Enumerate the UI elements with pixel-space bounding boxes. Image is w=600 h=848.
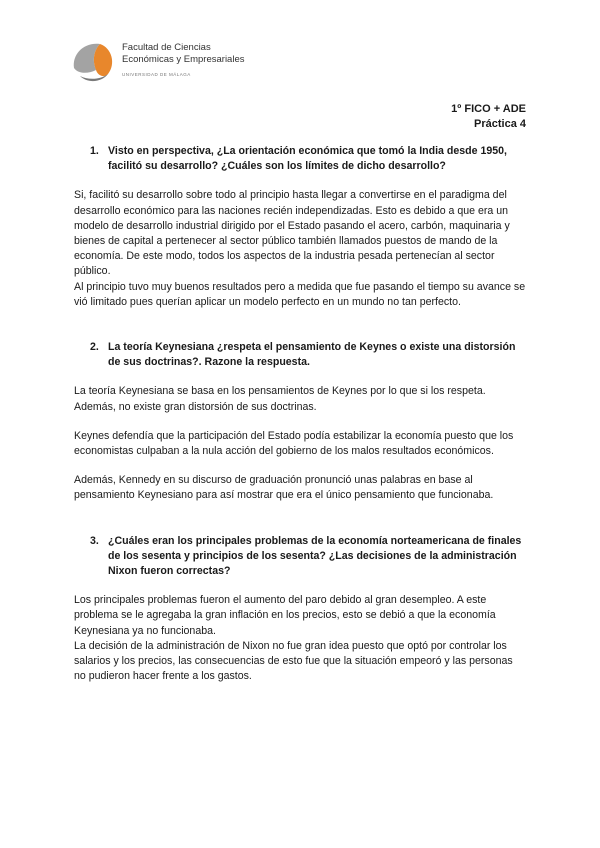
question-text: Visto en perspectiva, ¿La orientación económica que tomó la India desde 1950, facilitó su desarrollo? ¿Cuáles son los límites de dicho desarrollo? [108, 145, 507, 173]
logo-line2: Económicas y Empresariales [122, 54, 245, 65]
answer-paragraph: Los principales problemas fueron el aumento del paro debido al gran desempleo. A este problema se le agregaba la gran inflación en los precios, esto se debió a que la economía Keynesiana ya no funcionaba. [74, 594, 496, 637]
document-body [74, 144, 526, 684]
practice-label: Práctica 4 [474, 118, 526, 130]
faculty-emblem-icon [70, 38, 118, 84]
answer-paragraph: La teoría Keynesiana se basa en los pensamientos de Keynes por lo que si los respeta. Además, no existe gran distorsión de sus doctrinas. [74, 385, 486, 413]
question-number: 1. [90, 145, 99, 157]
logo-university: UNIVERSIDAD DE MÁLAGA [122, 72, 191, 77]
question-1 [74, 144, 526, 174]
question-text: La teoría Keynesiana ¿respeta el pensamiento de Keynes o existe una distorsión de sus doctrinas?. Razone la respuesta. [108, 341, 516, 369]
faculty-logo [70, 38, 270, 84]
course-label: 1º FICO + ADE [451, 103, 526, 115]
question-number: 2. [90, 341, 99, 354]
answer-paragraph: Al principio tuvo muy buenos resultados pero a medida que fue pasando el tiempo su avance se vió limitado pues querían aplicar un modelo perfecto en un mundo no tan perfecto. [74, 280, 526, 308]
question-3 [74, 534, 526, 580]
logo-text [122, 42, 245, 66]
answer-paragraph: Keynes defendía que la participación del Estado podía estabilizar la economía puesto que los economistas culpaban a la nula acción del gobierno de los malos resultados económicos. [74, 429, 514, 458]
question-number: 3. [90, 534, 99, 547]
logo-line1: Facultad de Ciencias [122, 42, 211, 53]
answer-paragraph: La decisión de la administración de Nixon no fue gran idea puesto que optó por controlar los salarios y los precios, las consecuencias de esto fue que la situación empeoró y las personas no pudieron hacer frente a los gastos. [74, 639, 513, 683]
question-2 [74, 340, 526, 370]
document-header [451, 102, 526, 132]
answer-paragraph: Si, facilitó su desarrollo sobre todo al principio hasta llegar a convertirse en el paradigma del desarrollo económico para las naciones recién independizadas. Esto es debido a que era un modelo de desarrollo industrial dirigido por el Estado pasando el acero, carbón, maquinaria y bienes de capital a pertenecer al sector público también llamados puestos de mando de la economía. De este modo, todos los aspectos de la industria pesada pertenecían al sector público. [74, 189, 510, 278]
question-text: ¿Cuáles eran los principales problemas de la economía norteamericana de finales de los sesenta y principios de los sesenta? ¿Las decisiones de la administración Nixon fueron correctas? [108, 534, 522, 578]
answer-paragraph: Además, Kennedy en su discurso de graduación pronunció unas palabras en base al pensamiento Keynesiano para así mostrar que era el único pensamiento que funcionaba. [74, 474, 494, 502]
